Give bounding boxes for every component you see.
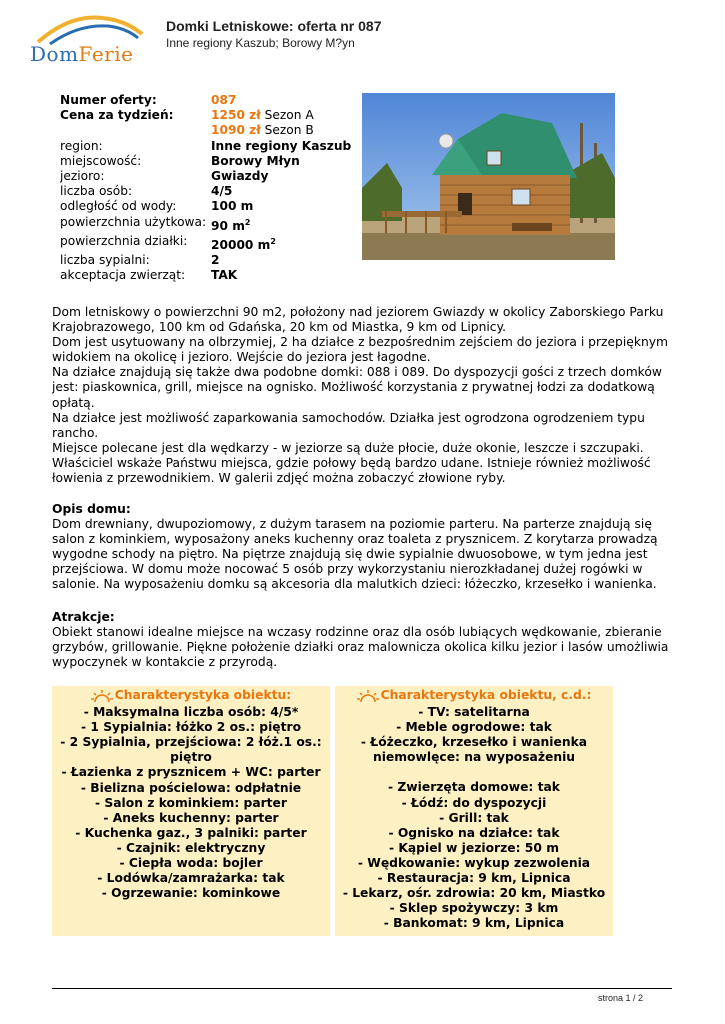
description-section bbox=[52, 305, 672, 486]
features-list bbox=[335, 705, 613, 931]
feature-item: - Ciepła woda: bojler bbox=[119, 856, 263, 871]
feature-item: - Bankomat: 9 km, Lipnica bbox=[383, 916, 565, 931]
description-paragraph: Miejsce polecane jest dla wędkarzy - w jeziorze są duże płocie, duże okonie, leszcze i szczupaki. Właściciel wskaże Państwu miejsca, gdzie połowy będą bardzo udane. Istnieje również możliwość łowienia z przewodnikiem. W galerii zdjęć można zobaczyć złowione ryby. bbox=[52, 440, 651, 486]
logo-text: DomFerie bbox=[30, 42, 134, 66]
features-list bbox=[52, 705, 330, 901]
feature-item: - Łódź: do dyspozycji bbox=[401, 795, 547, 810]
price-label: Cena za tydzień: bbox=[60, 108, 174, 123]
feature-item: - Aneks kuchenny: parter bbox=[103, 810, 279, 825]
spec-row: powierzchnia działki: 20000 $m^2$ bbox=[60, 233, 276, 252]
list-spacer bbox=[341, 765, 607, 780]
sun-icon bbox=[357, 689, 379, 703]
feature-item: - 1 Sypialnia: łóżko 2 os.: piętro bbox=[80, 720, 302, 735]
wooden-cabin-image bbox=[362, 93, 615, 260]
feature-item: - Zwierzęta domowe: tak bbox=[387, 780, 560, 795]
price-season-a: 1250 zł Sezon A bbox=[211, 108, 314, 123]
offer-number-label: Numer oferty: bbox=[60, 93, 157, 107]
spec-row: jezioro: Gwiazdy bbox=[60, 169, 269, 184]
feature-item: - Łazienka z prysznicem + WC: parter bbox=[61, 765, 321, 780]
offer-specs-table bbox=[60, 93, 351, 284]
feature-item: - Salon z kominkiem: parter bbox=[95, 795, 287, 810]
spec-row: powierzchnia użytkowa: 90 $m^2$ bbox=[60, 214, 251, 233]
spec-row: region: Inne regiony Kaszub bbox=[60, 138, 352, 153]
description-paragraph: Na działce jest możliwość zaparkowania samochodów. Działka jest ogrodzona ogrodzeniem typu rancho. bbox=[52, 410, 645, 440]
page-title: Domki Letniskowe: oferta nr 087 bbox=[166, 18, 382, 34]
spec-row: akceptacja zwierząt: TAK bbox=[60, 268, 238, 283]
house-section bbox=[52, 502, 672, 593]
feature-item: - Ogrzewanie: kominkowe bbox=[101, 886, 281, 901]
feature-item: - Sklep spożywczy: 3 km bbox=[389, 901, 559, 916]
house-section-text: Dom drewniany, dwupoziomowy, z dużym tarasem na poziomie parteru. Na parterze znajdują się salon z kominkiem, wyposażony aneks kuchenny oraz toaleta z prysznicem. Z korytarza prowadzą wygodne schody na piętro. Na piętrze znajdują się dwie sypialnie dwuosobowe, w tym jedna jest przejściowa. W domu może nocować 5 osób przy wykorzystaniu nierozkładanej dużej rogówki w salonie. Na wyposażeniu domku są akcesoria dla malutkich dzieci: łóżeczko, krzesełko i wanienka. bbox=[52, 517, 658, 592]
spec-row: liczba osób: 4/5 bbox=[60, 184, 233, 199]
spec-row: liczba sypialni: 2 bbox=[60, 253, 220, 268]
feature-item: - Ognisko na działce: tak bbox=[388, 825, 560, 840]
house-section-title: Opis domu: bbox=[52, 502, 131, 516]
house-photo[interactable] bbox=[362, 93, 615, 260]
description-paragraph: Dom letniskowy o powierzchni 90 m2, położony nad jeziorem Gwiazdy w okolicy Zaborskiego Parku Krajobrazowego, 100 km od Gdańska, 20 km od Miastka, 9 km od Lipnicy. bbox=[52, 305, 664, 335]
spec-row-offer bbox=[60, 93, 351, 108]
features-box-title: Charakterystyka obiektu, c.d.: bbox=[335, 688, 613, 703]
feature-item: - Lekarz, ośr. zdrowia: 20 km, Miastko bbox=[342, 886, 606, 901]
feature-item: - Kuchenka gaz., 3 palniki: parter bbox=[75, 825, 307, 840]
spec-row-price-b bbox=[60, 123, 351, 138]
attractions-section-text: Obiekt stanowi idealne miejsce na wczasy rodzinne oraz dla osób lubiących wędkowanie, zbieranie grzybów, grillowanie. Piękne położenie działki oraz malownicza okolica kilku jezior i lasów umożliwia wypoczynek w kontakcie z przyrodą. bbox=[52, 625, 669, 670]
spec-row: miejscowość: Borowy Młyn bbox=[60, 153, 300, 168]
spec-row: odległość od wody: 100 m bbox=[60, 199, 254, 214]
domferie-logo[interactable] bbox=[30, 12, 148, 72]
offer-number-value: 087 bbox=[211, 93, 237, 107]
feature-item: - Grill: tak bbox=[439, 810, 509, 825]
features-box-left bbox=[52, 686, 330, 936]
attractions-section-title: Atrakcje: bbox=[52, 610, 115, 624]
feature-item: - Wędkowanie: wykup zezwolenia bbox=[357, 855, 591, 870]
feature-item: - Lodówka/zamrażarka: tak bbox=[97, 871, 285, 886]
features-box-title: Charakterystyka obiektu: bbox=[52, 688, 330, 703]
page-number: strona 1 / 2 bbox=[597, 993, 643, 1003]
attractions-section bbox=[52, 610, 672, 670]
spec-row-price bbox=[60, 108, 351, 123]
description-paragraph: Dom jest usytuowany na olbrzymiej, 2 ha działce z bezpośrednim zejściem do jeziora i przepięknym widokiem na okolicę i jezioro. Wejście do jeziora jest łagodne. bbox=[52, 335, 668, 365]
feature-item: - Kąpiel w jeziorze: 50 m bbox=[388, 840, 560, 855]
features-box-right bbox=[335, 686, 613, 936]
feature-item: - Restauracja: 9 km, Lipnica bbox=[377, 871, 571, 886]
description-paragraph: Na działce znajdują się także dwa podobne domki: 088 i 089. Do dyspozycji gości z trzech domków jest: piaskownica, grill, miejsce na ognisko. Możliwość korzystania z prywatnej łodzi za dodatkową opłatą. bbox=[52, 365, 662, 410]
feature-item: - Łóżeczko, krzesełko i wanienka niemowlęce: na wyposażeniu bbox=[360, 735, 588, 765]
feature-item: - 2 Sypialnia, przejściowa: 2 łóż.1 os.: piętro bbox=[60, 735, 322, 765]
sun-icon bbox=[91, 689, 113, 703]
feature-item: - Meble ogrodowe: tak bbox=[396, 720, 552, 735]
page-subtitle: Inne regiony Kaszub; Borowy M?yn bbox=[166, 36, 355, 50]
feature-item: - Czajnik: elektryczny bbox=[116, 840, 266, 855]
page-header bbox=[0, 0, 725, 80]
feature-item: - Bielizna pościelowa: odpłatnie bbox=[80, 780, 302, 795]
feature-item: - TV: satelitarna bbox=[418, 705, 530, 720]
feature-item: - Maksymalna liczba osób: 4/5* bbox=[83, 705, 299, 720]
price-season-b: 1090 zł Sezon B bbox=[211, 123, 314, 138]
footer-divider bbox=[52, 988, 672, 989]
